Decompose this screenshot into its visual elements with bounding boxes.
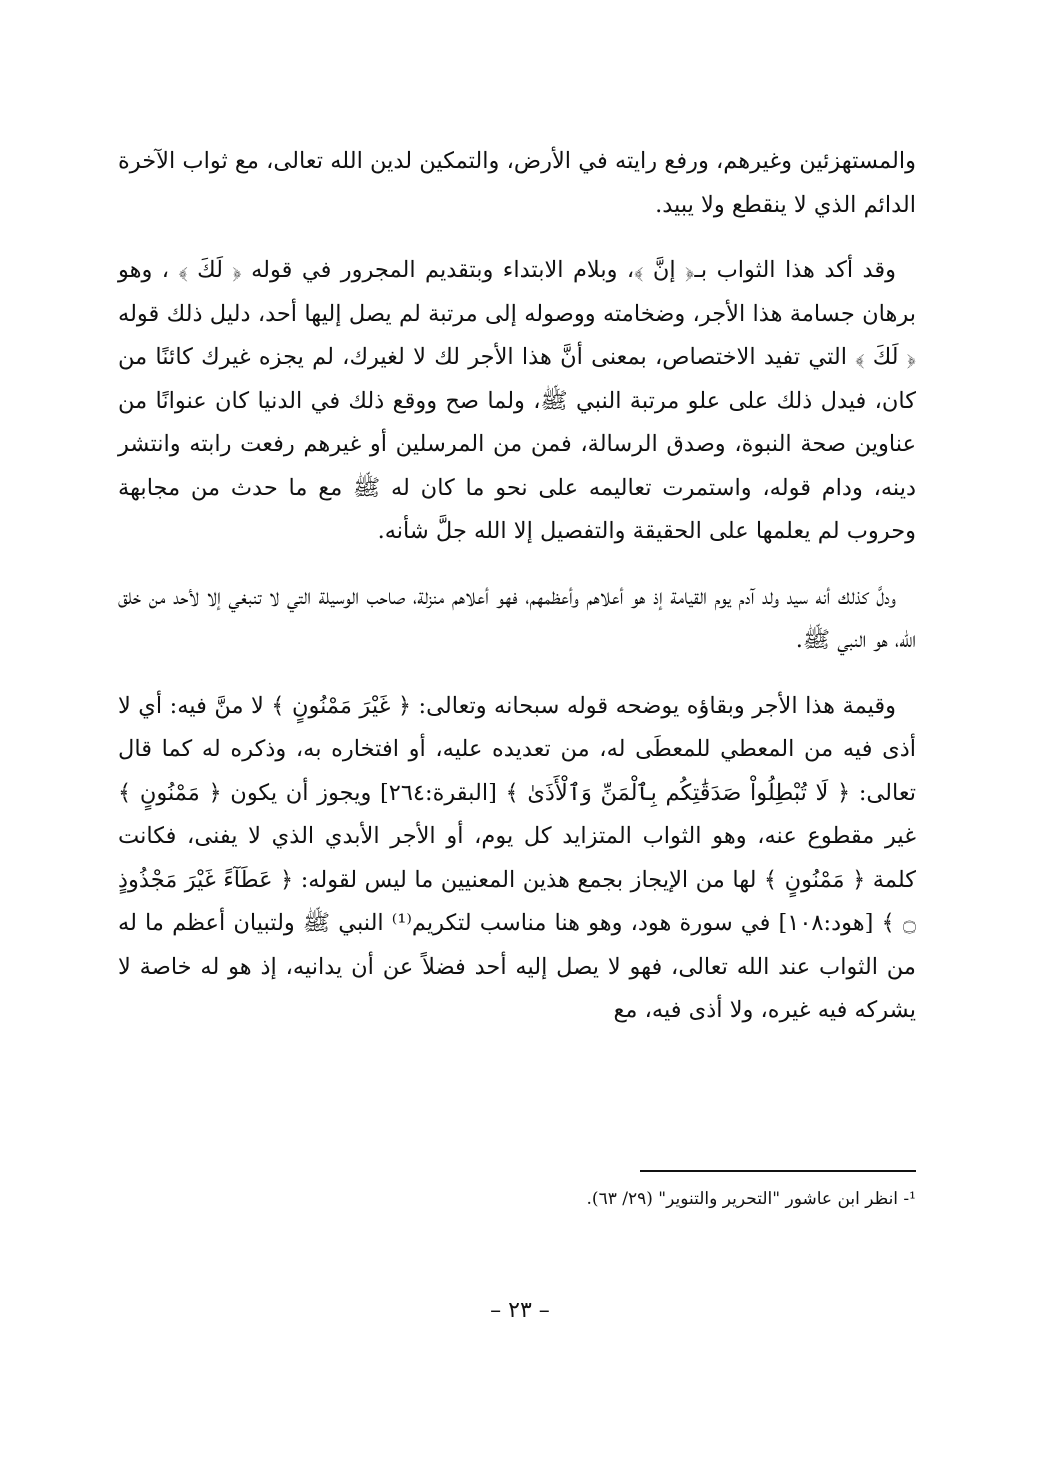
paragraph-3: ودلَّ كذلك أنه سيد ولد آدم يوم القيامة إذ هو أعلاهم وأعظمهم، فهو أعلاهم منزلة، صاحب الوسيلة التي لا تنبغي إلا لأحد من خلق الله، هو النبي ﷺ. (118, 583, 916, 653)
main-text (118, 140, 916, 1055)
footnote: ¹- انظر ابن عاشور "التحرير والتنوير" (٢٩/ ٦٣). (586, 1189, 916, 1209)
paragraph-1: والمستهزئين وغيرهم، ورفع رايته في الأرض، والتمكين لدين الله تعالى، مع ثواب الآخرة الدائم الذي لا ينقطع ولا يبيد. (118, 148, 916, 218)
paragraph-2: وقد أكد هذا الثواب بـ﴿ إنَّ ﴾، وبلام الابتداء وبتقديم المجرور في قوله ﴿ لَكَ ﴾ ، وهو برهان جسامة هذا الأجر، وضخامته ووصوله إلى مرتبة لم يصل إليها أحد، دليل ذلك قوله ﴿ لَكَ ﴾ التي تفيد الاختصاص، بمعنى أنَّ هذا الأجر لك لا لغيرك، لم يجزه غيرك كائنًا من كان، فيدل ذلك على علو مرتبة النبي ﷺ، ولما صح ووقع ذلك في الدنيا كان عنوانًا من عناوين صحة النبوة، وصدق الرسالة، فمن من المرسلين أو غيرهم رفعت رابته وانتشر دينه، ودام قوله، واستمرت تعاليمه على نحو ما كان له ﷺ مع ما حدث من مجابهة وحروب لم يعلمها على الحقيقة والتفصيل إلا الله جلَّ شأنه. (118, 257, 916, 544)
footnote-divider (640, 1170, 916, 1172)
page-number: – ٢٣ – (490, 1298, 550, 1323)
paragraph-4: وقيمة هذا الأجر وبقاؤه يوضحه قوله سبحانه وتعالى: ﴿ غَيْرَ مَمْنُونٍ ﴾ لا منَّ فيه: أي لا أذى فيه من المعطي للمعطَى له، من تعديده عليه، أو افتخاره به، وذكره له كما قال تعالى: ﴿ لَا تُبْطِلُواْ صَدَقَٰتِكُم بِٱلْمَنِّ وَٱلْأَذَىٰ ﴾ [البقرة:٢٦٤] ويجوز أن يكون ﴿ مَمْنُونٍ ﴾ غير مقطوع عنه، وهو الثواب المتزايد كل يوم، أو الأجر الأبدي الذي لا يفنى، فكانت كلمة ﴿ مَمْنُونٍ ﴾ لها من الإيجاز بجمع هذين المعنيين ما ليس لقوله: ﴿ عَطَآءً غَيْرَ مَجْذُوذٍ ۝ ﴾ [هود:١٠٨] في سورة هود، وهو هنا مناسب لتكريم⁽¹⁾ النبي ﷺ ولتبيان أعظم ما له من الثواب عند الله تعالى، فهو لا يصل إليه أحد فضلاً عن أن يدانيه، إذ هو له خاصة لا يشركه فيه غيره، ولا أذى فيه، مع (118, 692, 916, 1023)
